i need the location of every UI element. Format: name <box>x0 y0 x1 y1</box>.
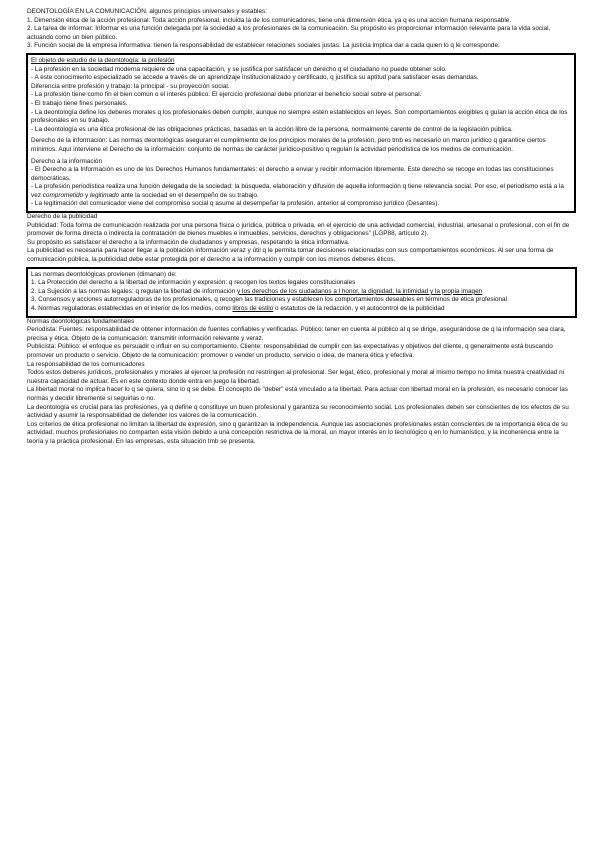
paragraph: - La deontología es una ética profesional de las obligaciones prácticas, basadas en la acción libre de la persona, normalmente carente de control de la legislación pública. <box>31 125 513 133</box>
norms-item: 3. Consensos y acciones autorreguladoras de los profesionales, q recogen las tradiciones y establecen los comportamientos deseables en términos de ética profesional <box>31 296 508 304</box>
fundamental-norms-title: Normas deontológicas fundamentales <box>27 317 135 325</box>
paragraph: La libertad moral no implica hacer lo q se quiera, sino lo q se debe. El concepto de "deber" está vinculado a la libertad. Para actuar con libertad moral en la profesión, es necesario conocer las normas y decidir libremente si seguirlas o no. <box>27 386 568 402</box>
norms-item: 1. La Protección del derecho a la libertad de información y expresión: q recogen los textos legales constitucionales <box>31 279 356 287</box>
paragraph: La deontología es crucial para las profesiones, ya q define q constituye un buen profesional y garantiza su reconocimiento social. Los profesionales deben ser conscientes de los efectos de su actividad y asumir la responsabilidad de defender los valores de la comunicación. <box>27 403 569 420</box>
italic-text: legitimado <box>89 191 120 199</box>
intro-heading: DEONTOLOGÍA EN LA COMUNICACIÓN. algunos principios universales y estables: <box>27 8 267 15</box>
paragraph: Publicidad: Toda forma de comunicación realizada por una persona física o jurídica, pública o privada, en el ejercicio de una actividad comercial, industrial, artesanal o profesional, con el fin de promover de forma directa o indirecta la contratación de bienes muebles e inmuebles, servicios, derechos y obligaciones” (LGP88, artículo 2). <box>27 221 570 238</box>
paragraph: Derecho de la información: Las normas deontológicas aseguran el cumplimiento de los principios morales de la profesión, pero tmb es necesario un marco jurídico q garantice ciertos mínimos. Aquí interviene el Derecho de la información: conjunto de normas de carácter jurídico-positivo q regulan la actividad periodística de los medios de comunicación. <box>31 137 546 153</box>
paragraph: Su propósito es satisfacer el derecho a la información de ciudadanos y empresas, respetando la ética informativa. <box>27 238 350 246</box>
norms-box <box>26 267 577 318</box>
paragraph: - La deontología define los deberes morales q los profesionales deben cumplir, aunque no siempre estén establecidos en leyes. Son comportamientos exigibles q guían la acción ética de los profesionales en su trabajo. <box>31 108 568 125</box>
intro-item: 1. Dimensión ética de la acción profesional: Toda acción profesional, incluida la de los comunicadores, tiene una dimensión ética, ya q es una acción humana responsable. <box>27 16 512 24</box>
text-run: - La profesión periodística realiza una función delegada de la sociedad: la búsqueda, elaboración y difusión de aquella información q tiene relevancia social. Por eso, el periodismo está a la vez <box>31 183 564 199</box>
underlined-text: libros de estilo <box>232 305 274 312</box>
responsibility-title: La responsabilidad de los comunicadores <box>27 360 145 368</box>
norms-item <box>31 288 572 297</box>
paragraph: Los criterios de ética profesional no limitan la libertad de expresión, sino q garantizan la independencia. Aunque las asociaciones profesionales están conscientes de la importancia ética de su actividad, muchos profesionales no comparten esta visión debido a una concepción restrictiva de la moral, un mayor interés en lo tecnológico q en lo humanístico, y la incoherencia entre la teoría y la práctica profesional. En las empresas, esta situación tmb se presenta. <box>27 420 568 445</box>
document-page <box>27 8 575 447</box>
paragraph: - La legitimación del comunicador viene del compromiso social q asume al desempeñar la profesión, anterior al compromiso jurídico (Desantes). <box>31 200 440 208</box>
paragraph: - La profesión tiene como fin el bien común o el interés público. El ejercicio profesional debe priorizar el beneficio social sobre el personal. <box>31 91 422 99</box>
profession-box <box>26 53 576 213</box>
underlined-text: y los derechos de los ciudadanos a l honor, la dignidad, la intimidad y la propia imagen <box>237 287 483 295</box>
paragraph: - El Derecho a la Información es uno de los Derechos Humanos fundamentales: el derecho a enviar y recibir información libremente. Este derecho se recoge en todas las constituciones democráticas. <box>31 166 554 182</box>
paragraph: Todos estos deberes jurídicos, profesionales y morales al ejercer la profesión no restringen al profesional. Ser legal, ético, profesional y moral al mismo tiempo no limita nuestra creatividad ni nuestra capacidad de actuar. Es en este contexto donde entra en juego la libertad. <box>27 369 565 385</box>
italic-text: comprometido <box>42 191 84 199</box>
paragraph: La publicidad es necesaria para hacer llegar a la población información veraz y útil q le permita tomar decisiones relacionadas con sus comportamientos económicos. Al ser una forma de comunicación pública, la publicidad debe estar protegida por el derecho a la información y cumplir con los mismos deberes éticos. <box>27 247 554 264</box>
paragraph <box>31 183 571 200</box>
profession-title: El objeto de estudio de la deontología: la profesión <box>31 56 175 64</box>
norms-item <box>31 305 572 314</box>
text-run: ante la sociedad en el desempeño de su trabajo. <box>119 191 259 199</box>
paragraph: Diferencia entre profesión y trabajo: la principal - su proyección social. <box>31 82 230 90</box>
paragraph: Periodista: Fuentes: responsabilidad de obtener información de fuentes confiables y verificadas. Público: tener en cuenta al público al q se dirige, asegurándose de q la información sea clara, precisa y ética. Objeto de la comunicación: transmitir información relevante y veraz. <box>27 326 566 342</box>
subheading: Derecho a la información <box>31 157 103 165</box>
intro-item: 3. Función social de la empresa informativa: tienen la responsabilidad de establecer relaciones sociales justas. La justicia implica dar a cada quien lo q le corresponde. <box>27 42 500 50</box>
paragraph: - El trabajo tiene fines personales. <box>31 99 128 107</box>
advertising-law-title: Derecho de la publicidad <box>27 213 98 221</box>
text-run: 4. Normas reguladoras establecidas en el interior de los medios, como <box>31 305 233 312</box>
text-run: y <box>83 191 90 199</box>
paragraph: - A este conocimiento especializado se accede a través de un aprendizaje institucionalizado y certificado, q justifica su aptitud para satisfacer esas demandas. <box>31 74 479 82</box>
paragraph: - La profesión en la sociedad moderna requiere de una capacitación, y se justifica por satisfacer un derecho q el ciudadano no puede obtener solo. <box>31 65 447 73</box>
text-run: 2. La Sujeción a las normas legales: q regulan la libertad de información <box>31 287 238 295</box>
text-run: o estatutos de la redacción, y el autocontrol de la publicidad <box>273 305 445 312</box>
paragraph: Publicista: Público: el enfoque es persuadir o influir en su comportamiento. Cliente: responsabilidad de cumplir con las expectativas y objetivos del cliente, q generalmente está buscando promover un producto o servicio. Objeto de la comunicación: promover o vender un producto, servicio o idea, de manera ética y efectiva. <box>27 343 553 359</box>
norms-title: Las normas deontológicas provienen (dimanan) de: <box>31 270 177 278</box>
intro-item: 2. La tarea de informar: Informar es una función delegada por la sociedad a los profesionales de la comunicación. Su propósito es proporcionar información relevante para la vida social, actuando como un bien público. <box>27 25 551 41</box>
